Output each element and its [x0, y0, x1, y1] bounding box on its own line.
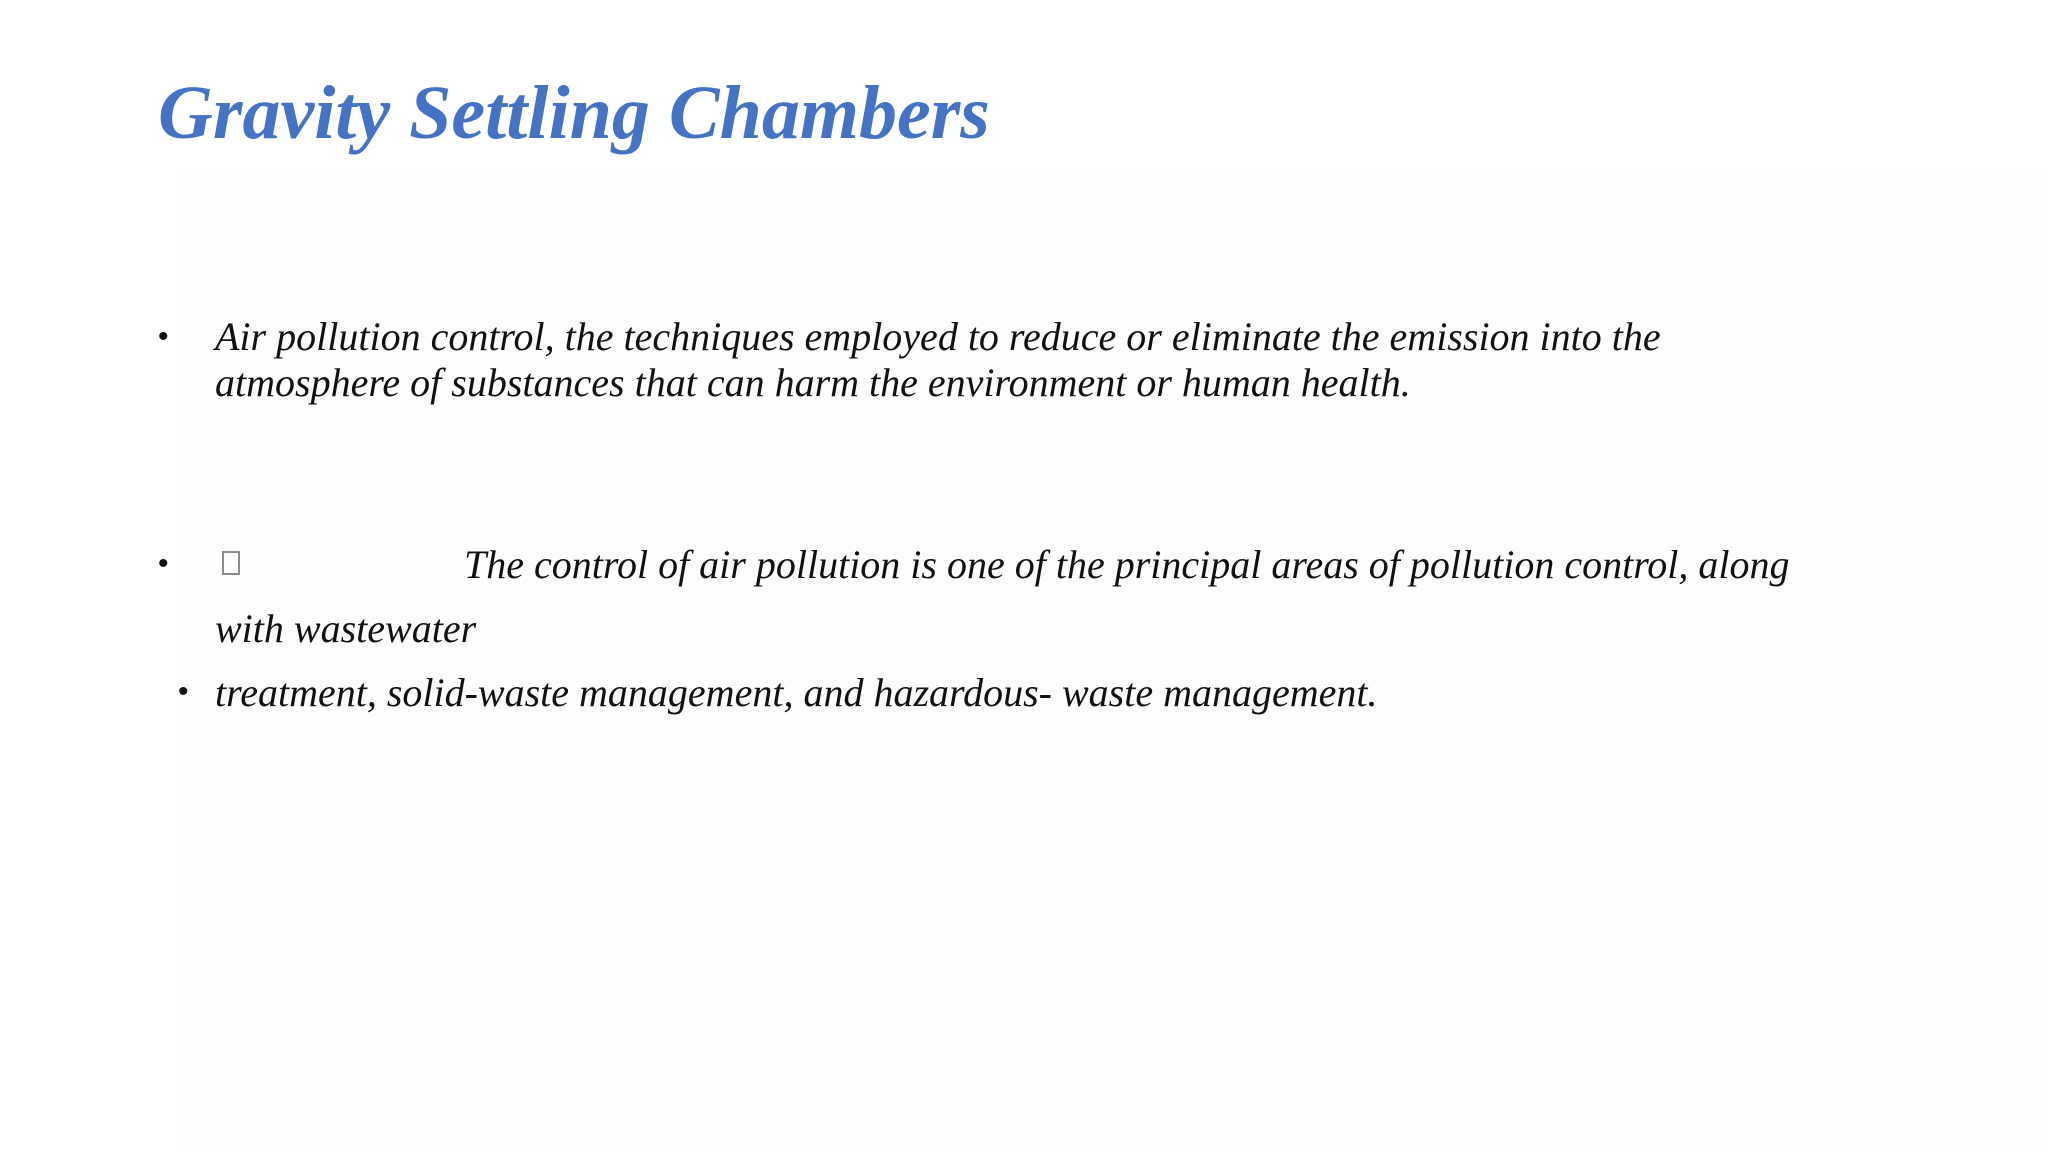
bullet-1-marker: • — [158, 320, 169, 353]
slide-title: Gravity Settling Chambers — [158, 71, 990, 155]
bullet-2-line-2: with wastewater — [215, 606, 477, 651]
bullet-2-marker: • — [158, 547, 169, 580]
bullet-2-line-1: The control of air pollution is one of the principal areas of pollution control, along — [464, 542, 1790, 587]
bullet-1-line-1: Air pollution control, the techniques employed to reduce or eliminate the emission into the — [215, 314, 1661, 359]
missing-glyph-box-icon — [222, 551, 240, 575]
bullet-1-line-2: atmosphere of substances that can harm the environment or human health. — [215, 360, 1411, 405]
bullet-3-line-1: treatment, solid-waste management, and hazardous- waste management. — [215, 670, 1378, 715]
bullet-3-marker: • — [178, 675, 189, 708]
